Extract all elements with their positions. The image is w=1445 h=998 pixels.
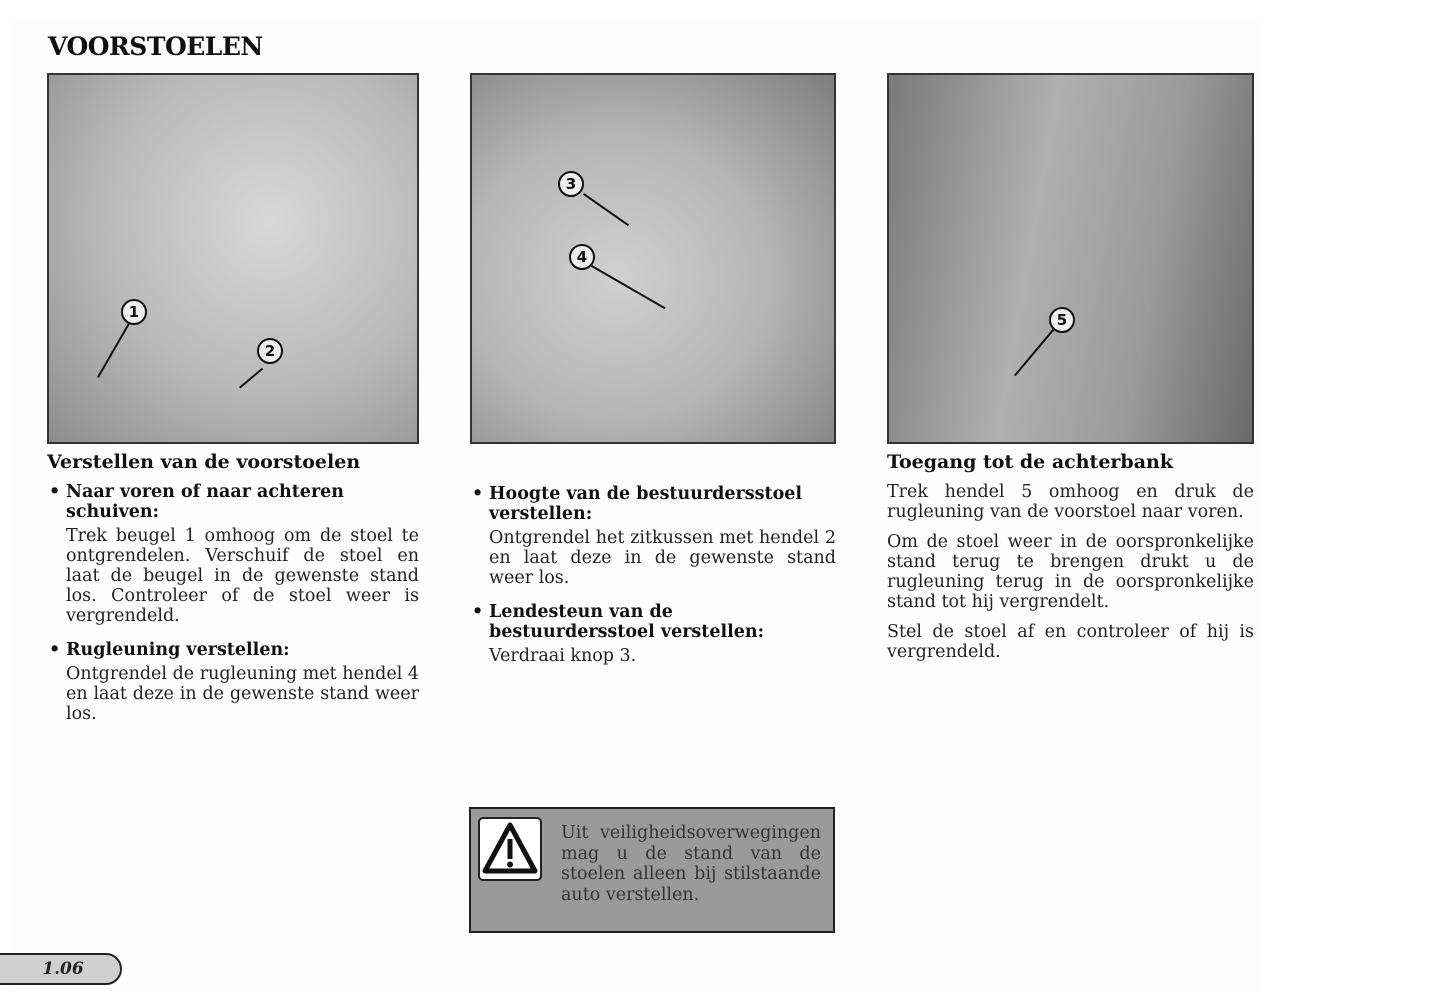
warning-text: Uit veiligheidsoverwegingen mag u de stand van de stoelen alleen bij stilstaande auto verstellen. bbox=[561, 823, 821, 905]
column-adjust-front-seats bbox=[47, 452, 419, 738]
item-text: Ontgrendel het zitkussen met hendel 2 en laat deze in de gewenste stand weer los. bbox=[489, 528, 836, 588]
section-heading: Toegang tot de achterbank bbox=[887, 451, 1174, 473]
column-rear-access bbox=[887, 452, 1254, 672]
callout-5: 5 bbox=[1049, 307, 1075, 333]
column-driver-seat bbox=[470, 484, 836, 680]
photo-front-seat bbox=[47, 73, 419, 444]
item-label: • Lendesteun van de bestuurdersstoel verstellen: bbox=[470, 602, 836, 642]
photo-rear-access-lever bbox=[887, 73, 1254, 444]
section-heading: Verstellen van de voorstoelen bbox=[47, 451, 361, 473]
warning-box bbox=[469, 807, 835, 933]
item-text: Trek beugel 1 omhoog om de stoel te ontgrendelen. Verschuif de stoel en laat de beugel in de gewenste stand los. Controleer of de stoel weer is vergrendeld. bbox=[66, 526, 419, 626]
item-label: • Hoogte van de bestuurdersstoel verstellen: bbox=[470, 484, 836, 524]
item-label: • Rugleuning verstellen: bbox=[47, 640, 419, 660]
callout-4: 4 bbox=[569, 244, 595, 270]
callout-2: 2 bbox=[257, 338, 283, 364]
page-number: 1.06 bbox=[0, 953, 122, 985]
item-label: • Naar voren of naar achteren schuiven: bbox=[47, 482, 419, 522]
item-text: Verdraai knop 3. bbox=[489, 646, 637, 666]
paragraph: Om de stoel weer in de oorspronkelijke stand terug te brengen drukt u de rugleuning terug in de oorspronkelijke stand tot hij vergrendelt. bbox=[887, 532, 1254, 612]
callout-1: 1 bbox=[121, 299, 147, 325]
page-title: VOORSTOELEN bbox=[48, 32, 263, 61]
paragraph: Stel de stoel af en controleer of hij is vergrendeld. bbox=[887, 622, 1254, 662]
photo-seat-levers bbox=[470, 73, 836, 444]
paragraph: Trek hendel 5 omhoog en druk de rugleuning van de voorstoel naar voren. bbox=[887, 482, 1254, 522]
item-text: Ontgrendel de rugleuning met hendel 4 en laat deze in de gewenste stand weer los. bbox=[66, 664, 419, 724]
callout-3: 3 bbox=[558, 171, 584, 197]
warning-triangle-icon bbox=[478, 817, 542, 881]
